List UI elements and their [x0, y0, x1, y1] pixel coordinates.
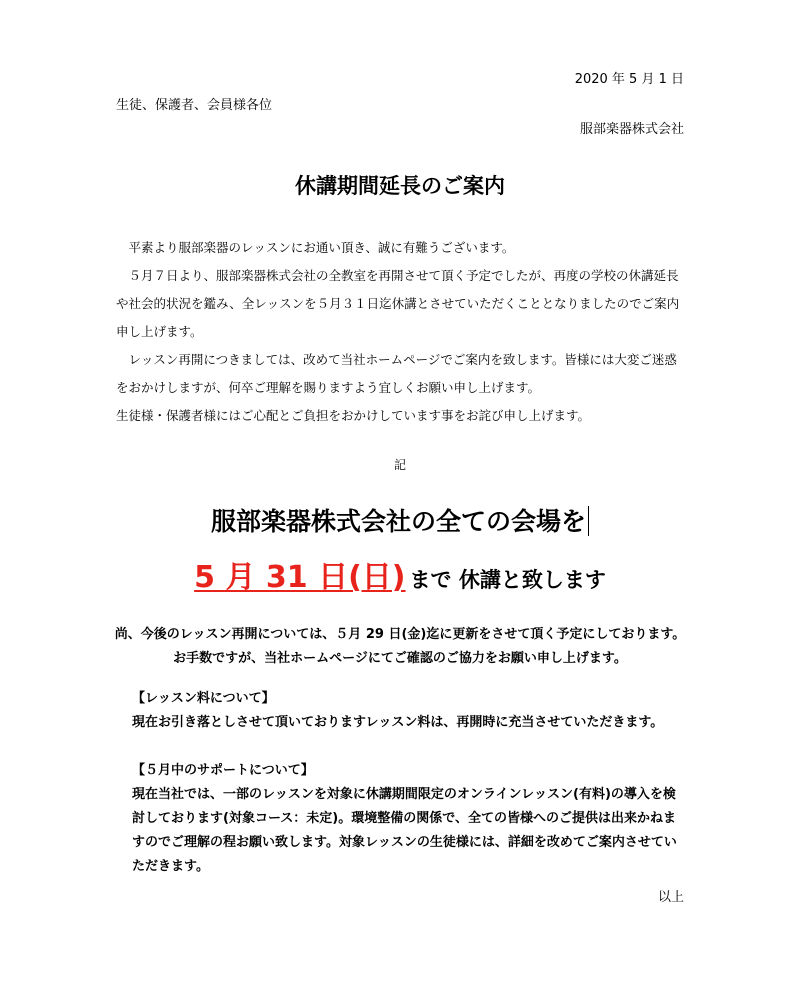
note-update-schedule: 尚、今後のレッスン再開については、５月 29 日(金)迄に更新をさせて頂く予定にしております。: [114, 627, 686, 642]
fee-text: 現在お引き落としさせて頂いておりますレッスン料は、再開時に充当させていただきます。: [132, 715, 664, 730]
announcement-line2: [0, 552, 800, 596]
document-title: 休講期間延長のご案内: [295, 174, 505, 198]
body-paragraph-apology: 生徒様・保護者様にはご心配とご負担をおかけしています事をお詫び申し上げます。: [116, 408, 591, 423]
section-spacer: [132, 735, 688, 759]
announcement-line1: [0, 502, 800, 538]
document-date: 2020 年 5 月 1 日: [574, 72, 684, 87]
text-cursor: [588, 506, 589, 536]
info-sections: [132, 687, 688, 879]
support-text: 現在当社では、一部のレッスンを対象に休講期間限定のオンラインレッスン(有料)の導入を検討しております(対象コース：未定)。環境整備の関係で、全ての皆様へのご提供は出来かねますのでご理解の程お願い致します。対象レッスンの生徒様には、詳細を改めてご案内させていただきます。: [132, 787, 677, 874]
body-paragraph-extension: ５月７日より、服部楽器株式会社の全教室を再開させて頂く予定でしたが、再度の学校の休講延長や社会的状況を鑑み、全レッスンを５月３１日迄休講とさせていただくこととなりましたのでご案内申し上げます。: [116, 268, 680, 339]
announcement-line2-rest: まで 休講と致します: [409, 568, 606, 592]
note-check-homepage: お手数ですが、当社ホームページにてご確認のご協力をお願い申し上げます。: [173, 651, 627, 666]
ki-marker: 記: [393, 458, 406, 472]
closure-end-date: 5 月 31 日(日): [194, 560, 406, 595]
closing-mark: 以上: [657, 890, 684, 905]
announcement-line1-text: 服部楽器株式会社の全ての会場を: [210, 507, 586, 536]
sender-company: 服部楽器株式会社: [579, 122, 684, 137]
body-paragraph-greeting: 平素より服部楽器のレッスンにお通い頂き、誠に有難うございます。: [128, 240, 515, 255]
body-text: [116, 234, 686, 430]
fee-heading: 【レッスン料について】: [132, 691, 275, 706]
addressee: 生徒、保護者、会員様各位: [116, 98, 273, 113]
support-heading: 【５月中のサポートについて】: [132, 763, 314, 778]
body-paragraph-reopening: レッスン再開につきましては、改めて当社ホームページでご案内を致します。皆様には大変ご迷惑をおかけしますが、何卒ご理解を賜りますよう宜しくお願い申し上げます。: [116, 352, 677, 395]
